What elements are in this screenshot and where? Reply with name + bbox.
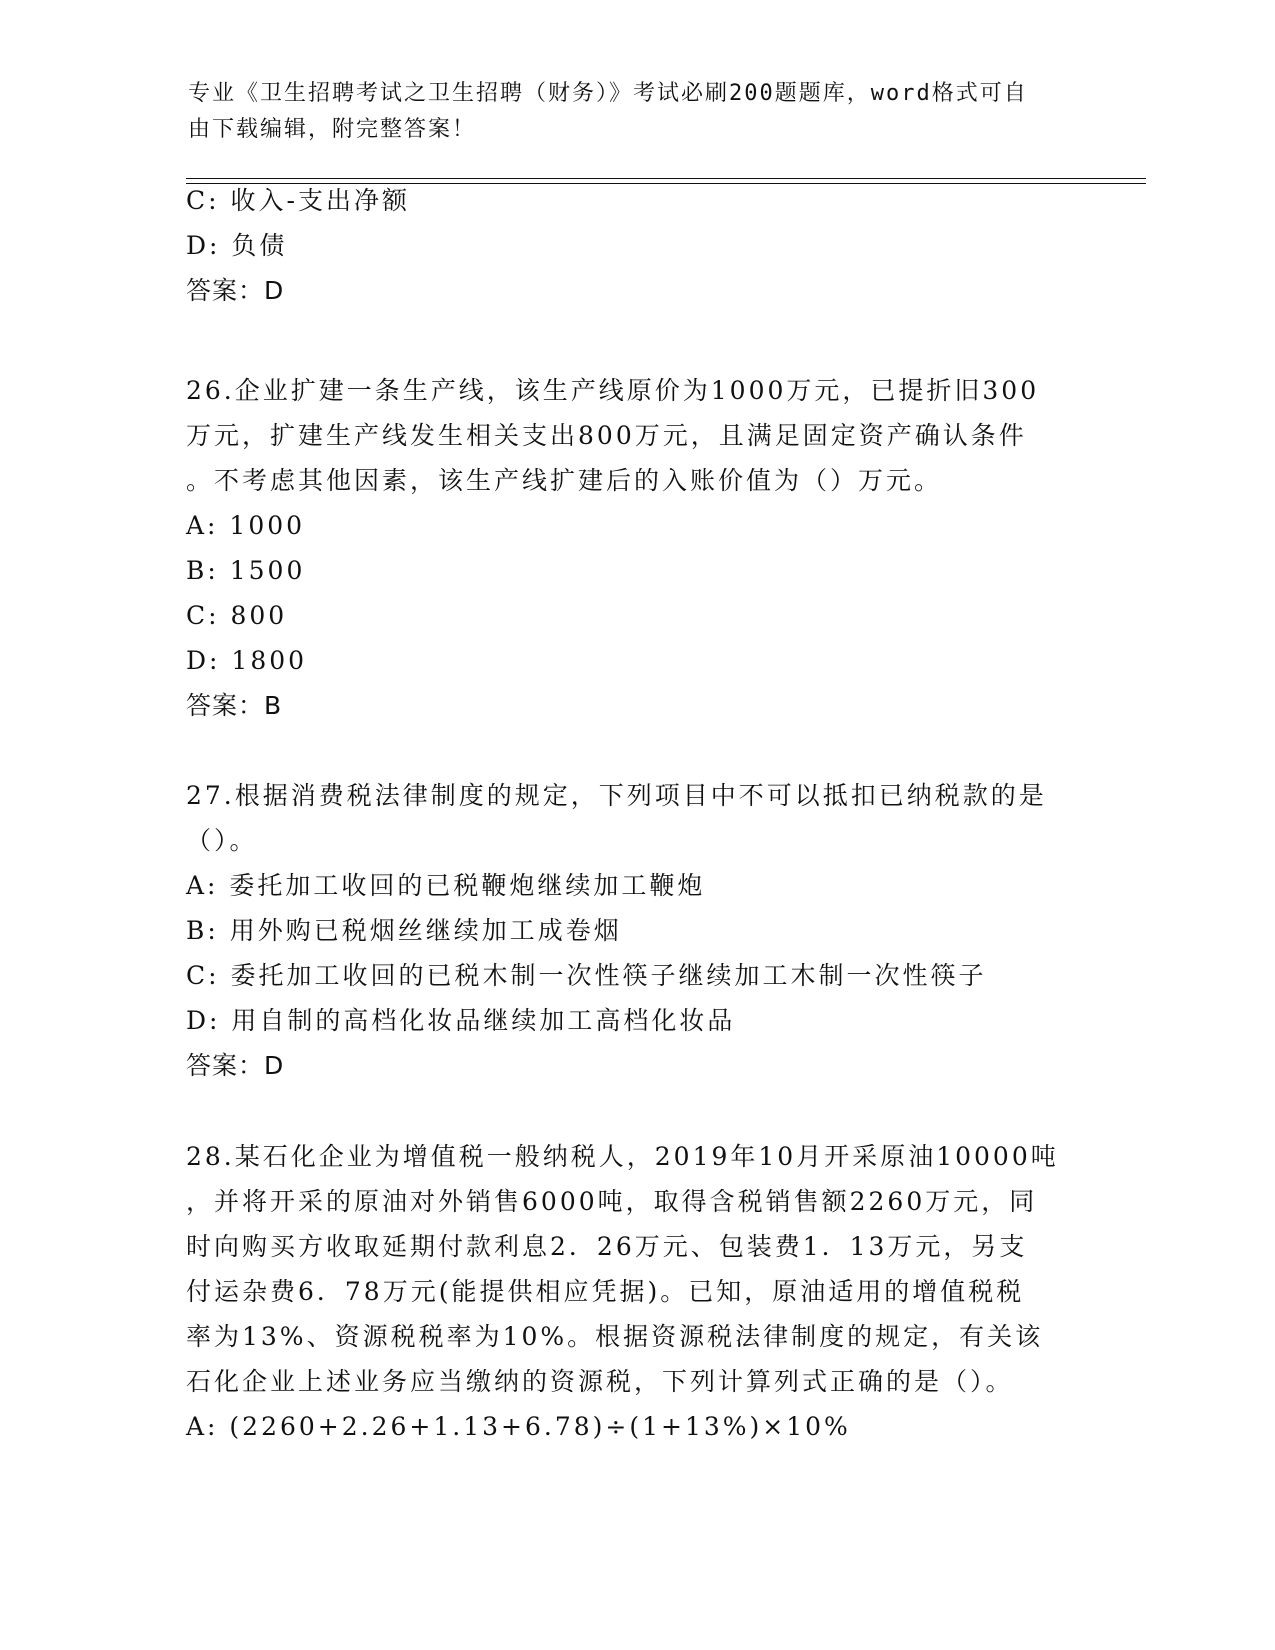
header-line-1: 专业《卫生招聘考试之卫生招聘（财务）》考试必刷200题题库，word格式可自: [188, 81, 1028, 106]
q28-stem-line-6: 石化企业上述业务应当缴纳的资源税，下列计算列式正确的是（）。: [186, 1367, 1014, 1396]
header-divider-top: [186, 178, 1146, 179]
prev-option-d: D: 负债: [186, 231, 288, 260]
q28-option-a: A: (2260+2.26+1.13+6.78)÷(1+13%)×10%: [186, 1412, 851, 1441]
header-divider-bottom: [186, 183, 1146, 184]
q26-option-b: B: 1500: [186, 556, 306, 585]
q28-stem-line-2: ，并将开采的原油对外销售6000吨，取得含税销售额2260万元，同: [186, 1187, 1038, 1216]
q28-stem-line-5: 率为13%、资源税税率为10%。根据资源税法律制度的规定，有关该: [186, 1322, 1044, 1351]
q26-option-c: C: 800: [186, 601, 288, 630]
q27-option-d: D: 用自制的高档化妆品继续加工高档化妆品: [186, 1006, 736, 1035]
q28-stem-line-1: 28.某石化企业为增值税一般纳税人，2019年10月开采原油10000吨: [186, 1142, 1059, 1171]
q27-answer: 答案：D: [186, 1051, 285, 1080]
q27-stem-line-2: （）。: [186, 826, 258, 855]
q28-stem-line-4: 付运杂费6．78万元(能提供相应凭据)。已知，原油适用的增值税税: [186, 1277, 1025, 1306]
q26-stem-line-1: 26.企业扩建一条生产线，该生产线原价为1000万元，已提折旧300: [186, 376, 1040, 405]
q28-stem-line-3: 时向购买方收取延期付款利息2．26万元、包装费1．13万元，另支: [186, 1232, 1028, 1261]
q27-option-a: A: 委托加工收回的已税鞭炮继续加工鞭炮: [186, 871, 706, 900]
document-header: [188, 76, 1088, 148]
q26-stem-line-3: 。不考虑其他因素，该生产线扩建后的入账价值为（）万元。: [186, 466, 943, 495]
q26-stem-line-2: 万元，扩建生产线发生相关支出800万元，且满足固定资产确认条件: [186, 421, 1027, 450]
q26-option-d: D: 1800: [186, 646, 308, 675]
q27-option-c: C: 委托加工收回的已税木制一次性筷子继续加工木制一次性筷子: [186, 961, 987, 990]
prev-option-c: C: 收入-支出净额: [186, 186, 410, 215]
q27-stem-line-1: 27.根据消费税法律制度的规定，下列项目中不可以抵扣已纳税款的是: [186, 781, 1047, 810]
q26-option-a: A: 1000: [186, 511, 306, 540]
header-line-2: 由下载编辑，附完整答案！: [188, 117, 477, 142]
q26-answer: 答案：B: [186, 691, 283, 720]
q27-option-b: B: 用外购已税烟丝继续加工成卷烟: [186, 916, 622, 945]
prev-answer: 答案：D: [186, 276, 285, 305]
